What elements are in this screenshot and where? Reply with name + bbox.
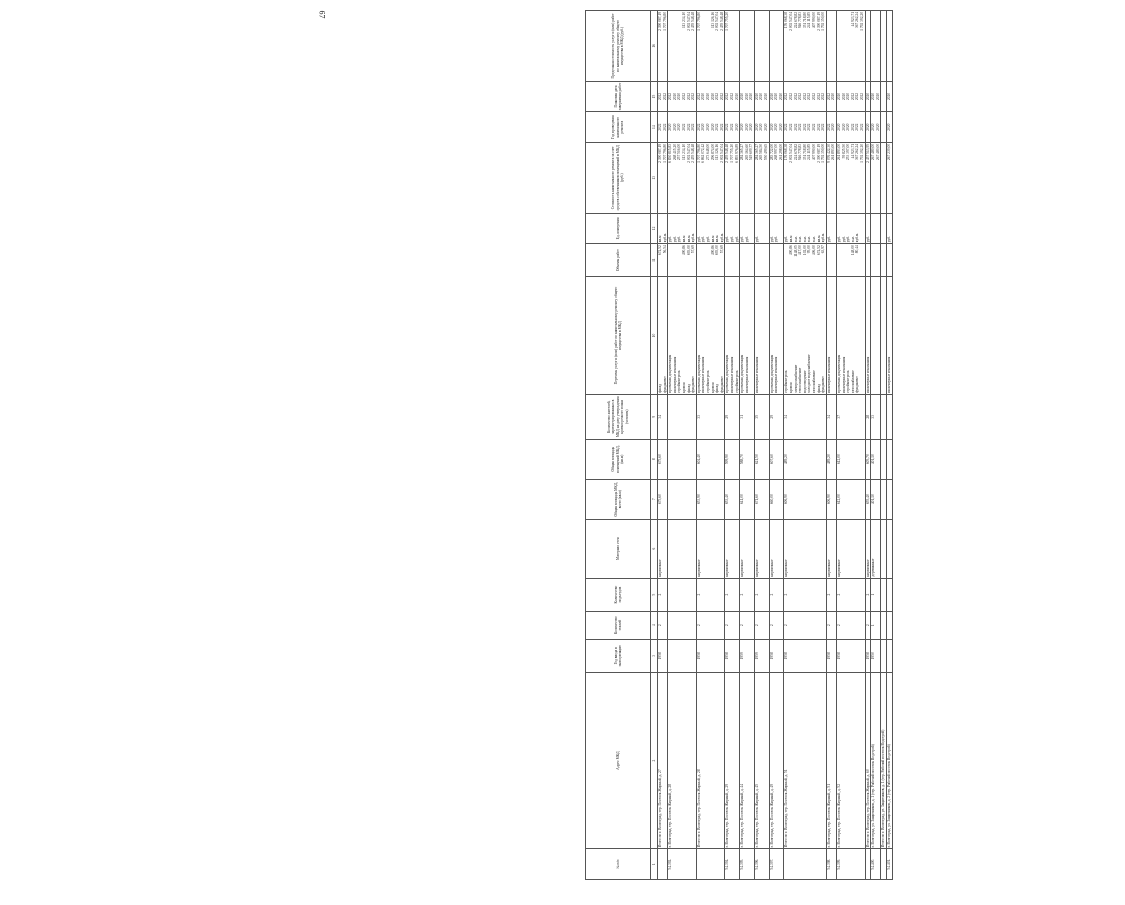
cell-people: 33: [696, 394, 725, 439]
cell-cost: 267 480,00 267 480,00: [871, 142, 881, 213]
cell-area2: [668, 439, 697, 479]
cell-works: проектная документация инженерные изыскания стройконтроль: [725, 277, 740, 395]
cell-no: 54.394.: [725, 849, 740, 880]
cell-year: [886, 639, 892, 672]
cell-entr: [668, 578, 697, 611]
column-header: Количество жителей, зарегистрированных в МКД на дату утверждения краткосрочного плана (человек): [586, 394, 651, 439]
cell-area2: [886, 439, 892, 479]
cell-y1: 2020 2020 2020: [754, 112, 769, 143]
cell-floors: 2: [836, 611, 865, 639]
rotated-table-container: [585, 10, 1125, 880]
cell-y2: 2022 2020: [826, 81, 836, 112]
cell-y1: 2020 2020 2020 2022 2022 2022: [668, 112, 697, 143]
cell-unit: руб. кв.м п.м. п.м. п.м. п.м. п.м. кв.м. куб.м.: [784, 213, 826, 244]
cell-cost: 6 830 815,83 268 415,20 257 516,00 113 234,10 2 002 547,04 2 455 548,48: [668, 142, 697, 213]
cell-entr: 2: [769, 578, 784, 611]
cell-works: стройконтроль кровля электроснабжение теплоснабжение водоотведение холодное водоснабжение газоснабжение фасад фундамент: [784, 277, 826, 395]
cell-unit: руб. руб. руб. кв.м кв.м. куб.м.: [696, 213, 725, 244]
column-number: 10: [651, 277, 658, 395]
cell-addr: Итого по г. Волгоград, ул. Защитников, д. 1 (тер. Рабочий поселок Водстрой): [881, 672, 887, 849]
cell-mat: кирпичные: [740, 519, 755, 578]
table-row: [754, 11, 769, 880]
cell-people: [668, 394, 697, 439]
cell-area: 675,60: [658, 479, 668, 519]
cell-floors: [886, 611, 892, 639]
cell-people: [886, 394, 892, 439]
cell-year: 1950: [871, 639, 881, 672]
cell-year: 1959: [754, 639, 769, 672]
cell-no: [784, 849, 826, 880]
cell-vol: [740, 244, 755, 277]
cell-lim: 1 707 796,80 113 126,16 2 002 547,04 2 455 548,48: [696, 11, 725, 82]
cell-vol: [886, 244, 892, 277]
cell-addr: г. Волгоград, ул. Защитников, д. 2 (тер. Рабочий поселок Водстрой): [886, 672, 892, 849]
column-number: 8: [651, 439, 658, 479]
cell-unit: руб. руб. руб.: [725, 213, 740, 244]
cell-y1: 2020 2020 2020: [769, 112, 784, 143]
cell-y2: 2020 2020 2020: [740, 81, 755, 112]
cell-mat: кирпичные: [769, 519, 784, 578]
cell-people: 37: [836, 394, 865, 439]
cell-addr: г. Волгоград, тер. Поселок Жирный, д. 29: [725, 672, 740, 849]
cell-vol: 674,52 56,54: [658, 244, 668, 277]
cell-no: 54.401.: [886, 849, 892, 880]
cell-floors: 2: [658, 611, 668, 639]
cell-y1: 2020 2020: [871, 112, 881, 143]
page-number: 67: [317, 10, 327, 19]
cell-cost: 261 893,00 59 825,50 253 397,00 44 923,71 367 262,24 1 792 392,20: [836, 142, 865, 213]
cell-cost: 176 068,38 2 002 547,04 224 678,82 946 778,83 351 718,80 241 115,85 407 990,00 2 390 087,19 1 792 350,00: [784, 142, 826, 213]
column-number: 16: [651, 11, 658, 82]
cell-addr: г. Волгоград, тер. Поселок Жирный, д. 51: [826, 672, 836, 849]
column-number: 3: [651, 639, 658, 672]
table-row: [725, 11, 740, 880]
cell-works: проектная документация инженерные изыскания: [769, 277, 784, 395]
cell-area: 641,00: [740, 479, 755, 519]
column-number: 12: [651, 213, 658, 244]
cell-works: проектная документация инженерные изыскания: [740, 277, 755, 395]
column-number: 6: [651, 519, 658, 578]
cell-y2: 2020 2020 2020: [769, 81, 784, 112]
cell-works: инженерные изыскания: [754, 277, 769, 395]
cell-floors: 2: [865, 611, 871, 639]
cell-floors: 2: [826, 611, 836, 639]
cell-cost: 1 707 796,80 6 862 072,42 273 648,00 296 874,00 113 126,16 2 002 547,04: [696, 142, 725, 213]
cell-people: 34: [658, 394, 668, 439]
column-header: Общая площадь помещений МКД, (кв.м): [586, 439, 651, 479]
table-row: [871, 11, 881, 880]
cell-area2: 607,60: [769, 439, 784, 479]
cell-mat: кирпичные: [836, 519, 865, 578]
cell-lim: [769, 11, 784, 82]
cell-cost: 2 455 548,48 1 707 755,20 6 893 976,89: [725, 142, 740, 213]
cell-works: фасад фундамент: [658, 277, 668, 395]
cell-y2: 2022 2020 2020 2022 2022 2022: [668, 81, 697, 112]
cell-works: инженерные изыскания: [886, 277, 892, 395]
cell-floors: [668, 611, 697, 639]
cell-floors: 2: [784, 611, 826, 639]
cell-y1: 2020: [865, 112, 871, 143]
cell-lim: 44 923,71 367 262,24 1 792 392,20: [836, 11, 865, 82]
table-row: [740, 11, 755, 880]
cell-area: [668, 479, 697, 519]
cell-y1: 2020: [886, 112, 892, 143]
cell-vol: [826, 244, 836, 277]
cell-unit: руб.: [826, 213, 836, 244]
cell-no: 54.397.: [769, 849, 784, 880]
cell-unit: руб.: [754, 213, 769, 244]
cell-area2: 599,90: [725, 439, 740, 479]
cell-vol: [871, 244, 881, 277]
cell-y1: 2022 2020: [826, 112, 836, 143]
cell-mat: [668, 519, 697, 578]
column-header: Ед. измерения: [586, 213, 651, 244]
cell-cost: 283 722,00 268 997,00 261 298,00: [769, 142, 784, 213]
cell-no: 54.398.: [826, 849, 836, 880]
cell-addr: Итого по г. Волгоград, тер. Поселок Жирный, д. 51: [784, 672, 826, 849]
cell-lim: [754, 11, 769, 82]
column-number: 15: [651, 81, 658, 112]
cell-year: 1958: [836, 639, 865, 672]
cell-y1: 2022 2022 2022 2022 2022 2022 2022 2022 2022: [784, 112, 826, 143]
cell-y2: 2020: [865, 81, 871, 112]
table-row: [886, 11, 892, 880]
cell-no: 54.399.: [836, 849, 865, 880]
cell-people: 29: [769, 394, 784, 439]
cell-people: 28: [865, 394, 871, 439]
cell-area: 655,40: [865, 479, 871, 519]
cell-vol: [754, 244, 769, 277]
cell-entr: 2: [725, 578, 740, 611]
cell-unit: руб. руб.: [740, 213, 755, 244]
column-header: Количество подъездов: [586, 578, 651, 611]
table-row: [668, 11, 697, 880]
cell-area: 606,90: [784, 479, 826, 519]
cell-area: 660,00: [769, 479, 784, 519]
cell-mat: кирпичные: [754, 519, 769, 578]
cell-unit: руб. руб.: [769, 213, 784, 244]
column-header: Перечень услуг и (или) работ по капитальному ремонту общего имущества в МКД: [586, 277, 651, 395]
column-number: 1: [651, 849, 658, 880]
cell-y2: 2020 2020: [871, 81, 881, 112]
cell-entr: 2: [754, 578, 769, 611]
cell-cost: 284 365,27 265 584,50 550 499,65: [754, 142, 769, 213]
cell-vol: [769, 244, 784, 277]
cell-cost: 2 390 087,19 1 707 796,80: [658, 142, 668, 213]
cell-no: [696, 849, 725, 880]
cell-year: 1958: [826, 639, 836, 672]
table-row: [658, 11, 668, 880]
column-number: 7: [651, 479, 658, 519]
cell-entr: 2: [836, 578, 865, 611]
cell-people: 31: [740, 394, 755, 439]
cell-works: инженерные изыскания: [826, 277, 836, 395]
cell-people: 34: [826, 394, 836, 439]
cell-year: 1958: [658, 639, 668, 672]
cell-vol: [725, 244, 740, 277]
cell-year: 1958: [865, 639, 871, 672]
cell-year: 1959: [740, 639, 755, 672]
column-header: Плановая дата завершения работ: [586, 81, 651, 112]
column-number: 2: [651, 672, 658, 849]
column-header: Общая площадь МКД, всего (кв.м): [586, 479, 651, 519]
column-number: 9: [651, 394, 658, 439]
cell-people: 29: [725, 394, 740, 439]
cell-year: [668, 639, 697, 672]
column-header: Объемы работ: [586, 244, 651, 277]
column-header: Предельная стоимость услуг и (или) работ по капитальному ремонту общего имущества в МКД (руб.): [586, 11, 651, 82]
cell-year: 1958: [784, 639, 826, 672]
column-number: 11: [651, 244, 658, 277]
cell-addr: Итого по г. Волгоград, тер. Поселок Жирный, д. 28: [696, 672, 725, 849]
cell-cost: 2 457 513,95: [865, 142, 871, 213]
cell-addr: г. Волгоград, тер. Поселок Жирный, д. 28: [668, 672, 697, 849]
column-header: Стоимость капитального ремонта за счет средств собственников помещений в МКД (руб.): [586, 142, 651, 213]
cell-people: 33: [871, 394, 881, 439]
cell-area2: 605,70: [865, 439, 871, 479]
header-row: [586, 11, 651, 880]
cell-floors: 2: [754, 611, 769, 639]
cell-area2: 489,20: [784, 439, 826, 479]
cell-area2: 612,00: [836, 439, 865, 479]
table-row: [769, 11, 784, 880]
cell-entr: 2: [696, 578, 725, 611]
cell-people: 35: [754, 394, 769, 439]
cell-lim: [826, 11, 836, 82]
cell-addr: Итого по г. Волгоград, тер. Поселок Жирный, д. 60: [865, 672, 871, 849]
cell-area2: 675,60: [658, 439, 668, 479]
cell-unit: руб. руб. руб. кв.м кв.м. куб.м.: [668, 213, 697, 244]
cell-lim: [871, 11, 881, 82]
cell-year: 1958: [769, 639, 784, 672]
cell-lim: 176 068,38 2 002 547,04 224 678,82 946 778,83 351 718,80 241 115,85 407 990,00 2 390 087,19 1 792 350,00: [784, 11, 826, 82]
cell-mat: кирпичные: [658, 519, 668, 578]
column-header: Количество этажей: [586, 611, 651, 639]
cell-entr: 2: [740, 578, 755, 611]
cell-year: 1958: [725, 639, 740, 672]
cell-no: [658, 849, 668, 880]
cell-mat: кирпичные: [826, 519, 836, 578]
cell-cost: 284 365,27 265 164,60 549 609,77: [740, 142, 755, 213]
cell-works: инженерные изыскания: [865, 277, 871, 395]
cell-year: 1958: [696, 639, 725, 672]
cell-area: 653,90: [696, 479, 725, 519]
cell-no: 54.396.: [754, 849, 769, 880]
cell-lim: 2 390 087,19 1 707 796,80: [658, 11, 668, 82]
cell-people: 34: [784, 394, 826, 439]
cell-y1: 2022 2020 2020 2020 2022 2022: [696, 112, 725, 143]
cell-area: 606,90: [826, 479, 836, 519]
cell-vol: 148,00 80,44: [836, 244, 865, 277]
cell-addr: г. Волгоград, тер. Поселок Жирный, д. 52: [836, 672, 865, 849]
cell-cost: 9 076 422,30 261 893,00: [826, 142, 836, 213]
cell-y2: 2022 2022 2022 2022 2022 2022 2022 2022 2022: [784, 81, 826, 112]
cell-addr: г. Волгоград, тер. Поселок Жирный, д. 49: [769, 672, 784, 849]
cell-lim: 113 234,10 2 002 547,04 2 455 548,48: [668, 11, 697, 82]
cell-mat: кирпичные: [865, 519, 871, 578]
cell-works: проектная документация инженерные изыскания стройконтроль газоснабжение фундамент: [836, 277, 865, 395]
cell-y1: 2020 2020 2020 2022 2022 2022: [836, 112, 865, 143]
cell-works: проектная документация инженерные изыскания стройконтроль кровля фасад фундамент: [668, 277, 697, 395]
cell-no: 54.392.: [668, 849, 697, 880]
cell-entr: [886, 578, 892, 611]
cell-mat: кирпичные: [784, 519, 826, 578]
table-body: [658, 11, 893, 880]
cell-addr: г. Волгоград, тер. Поселок Жирный, д. 45: [754, 672, 769, 849]
cell-area: 401,10: [871, 479, 881, 519]
cell-lim: 1 707 755,20: [725, 11, 740, 82]
cell-area: 653,40: [725, 479, 740, 519]
cell-lim: [886, 11, 892, 82]
cell-vol: 490,86 1148,05 417,00 102,00 95,00 406,00 674,52 63,97: [784, 244, 826, 277]
cell-y1: 2020 2020 2020: [740, 112, 755, 143]
table-row: [836, 11, 865, 880]
cell-y2: 2022 2022: [658, 81, 668, 112]
cell-entr: 2: [826, 578, 836, 611]
cell-entr: 2: [865, 578, 871, 611]
cell-works: [871, 277, 881, 395]
cell-entr: 1: [871, 578, 881, 611]
column-header: Материал стен: [586, 519, 651, 578]
cell-y2: 2020: [886, 81, 892, 112]
table-row: [784, 11, 826, 880]
column-header: Адрес МКД: [586, 672, 651, 849]
column-number: 13: [651, 142, 658, 213]
cell-no: 54.395.: [740, 849, 755, 880]
cell-area: 671,60: [754, 479, 769, 519]
cell-unit: руб.: [886, 213, 892, 244]
cell-floors: 2: [725, 611, 740, 639]
cell-area2: 621,50: [754, 439, 769, 479]
cell-y2: 2022 2022 2020: [725, 81, 740, 112]
cell-y2: 2022 2020 2020 2020 2022 2022: [696, 81, 725, 112]
cell-addr: г. Волгоград, тер. Поселок Жирный, д. 44: [740, 672, 755, 849]
cell-entr: 2: [658, 578, 668, 611]
column-number: 4: [651, 611, 658, 639]
cell-unit: руб.: [865, 213, 871, 244]
cell-no: 54.400.: [871, 849, 881, 880]
cell-y2: 2020 2020 2020 2022 2022 2022: [836, 81, 865, 112]
cell-y1: 2022 2022: [658, 112, 668, 143]
cell-area2: 489,20: [826, 439, 836, 479]
cell-floors: 2: [696, 611, 725, 639]
cell-addr: Итого по г. Волгоград, тер. Поселок Жирный, д. 27: [658, 672, 668, 849]
cell-floors: 1: [871, 611, 881, 639]
cell-lim: [740, 11, 755, 82]
column-number: 5: [651, 578, 658, 611]
cell-addr: г. Волгоград, ул. Защитников, д. 1 (тер. Рабочий поселок Водстрой): [871, 672, 881, 849]
cell-area2: 604,40: [696, 439, 725, 479]
cell-floors: 2: [769, 611, 784, 639]
cell-cost: 267 239,00: [886, 142, 892, 213]
cell-area: [886, 479, 892, 519]
cell-y1: 2022 2022 2020: [725, 112, 740, 143]
cell-area2: 401,10: [871, 439, 881, 479]
cell-area: 612,00: [836, 479, 865, 519]
column-header: № п/п: [586, 849, 651, 880]
cell-entr: 2: [784, 578, 826, 611]
cell-vol: 490,86 693,00 57,69: [668, 244, 697, 277]
cell-area2: 588,70: [740, 439, 755, 479]
table-row: [696, 11, 725, 880]
cell-mat: кирпичные: [696, 519, 725, 578]
cell-y2: 2020 2020 2020: [754, 81, 769, 112]
table-row: [826, 11, 836, 880]
cell-unit: руб. руб. руб. п.м. куб.м.: [836, 213, 865, 244]
column-number-row: [651, 11, 658, 880]
cell-unit: кв.м куб.м.: [658, 213, 668, 244]
column-header: Год проведения капитального ремонта: [586, 112, 651, 143]
cell-mat: деревянные: [871, 519, 881, 578]
cell-floors: 2: [740, 611, 755, 639]
column-header: Год ввода в эксплуатацию: [586, 639, 651, 672]
cell-mat: кирпичные: [725, 519, 740, 578]
capital-repair-table: [585, 10, 893, 880]
cell-works: проектная документация инженерные изыскания стройконтроль кровля фасад фундамент: [696, 277, 725, 395]
column-number: 14: [651, 112, 658, 143]
cell-mat: [886, 519, 892, 578]
cell-vol: 490,86 693,00 57,69: [696, 244, 725, 277]
cell-unit: [871, 213, 881, 244]
